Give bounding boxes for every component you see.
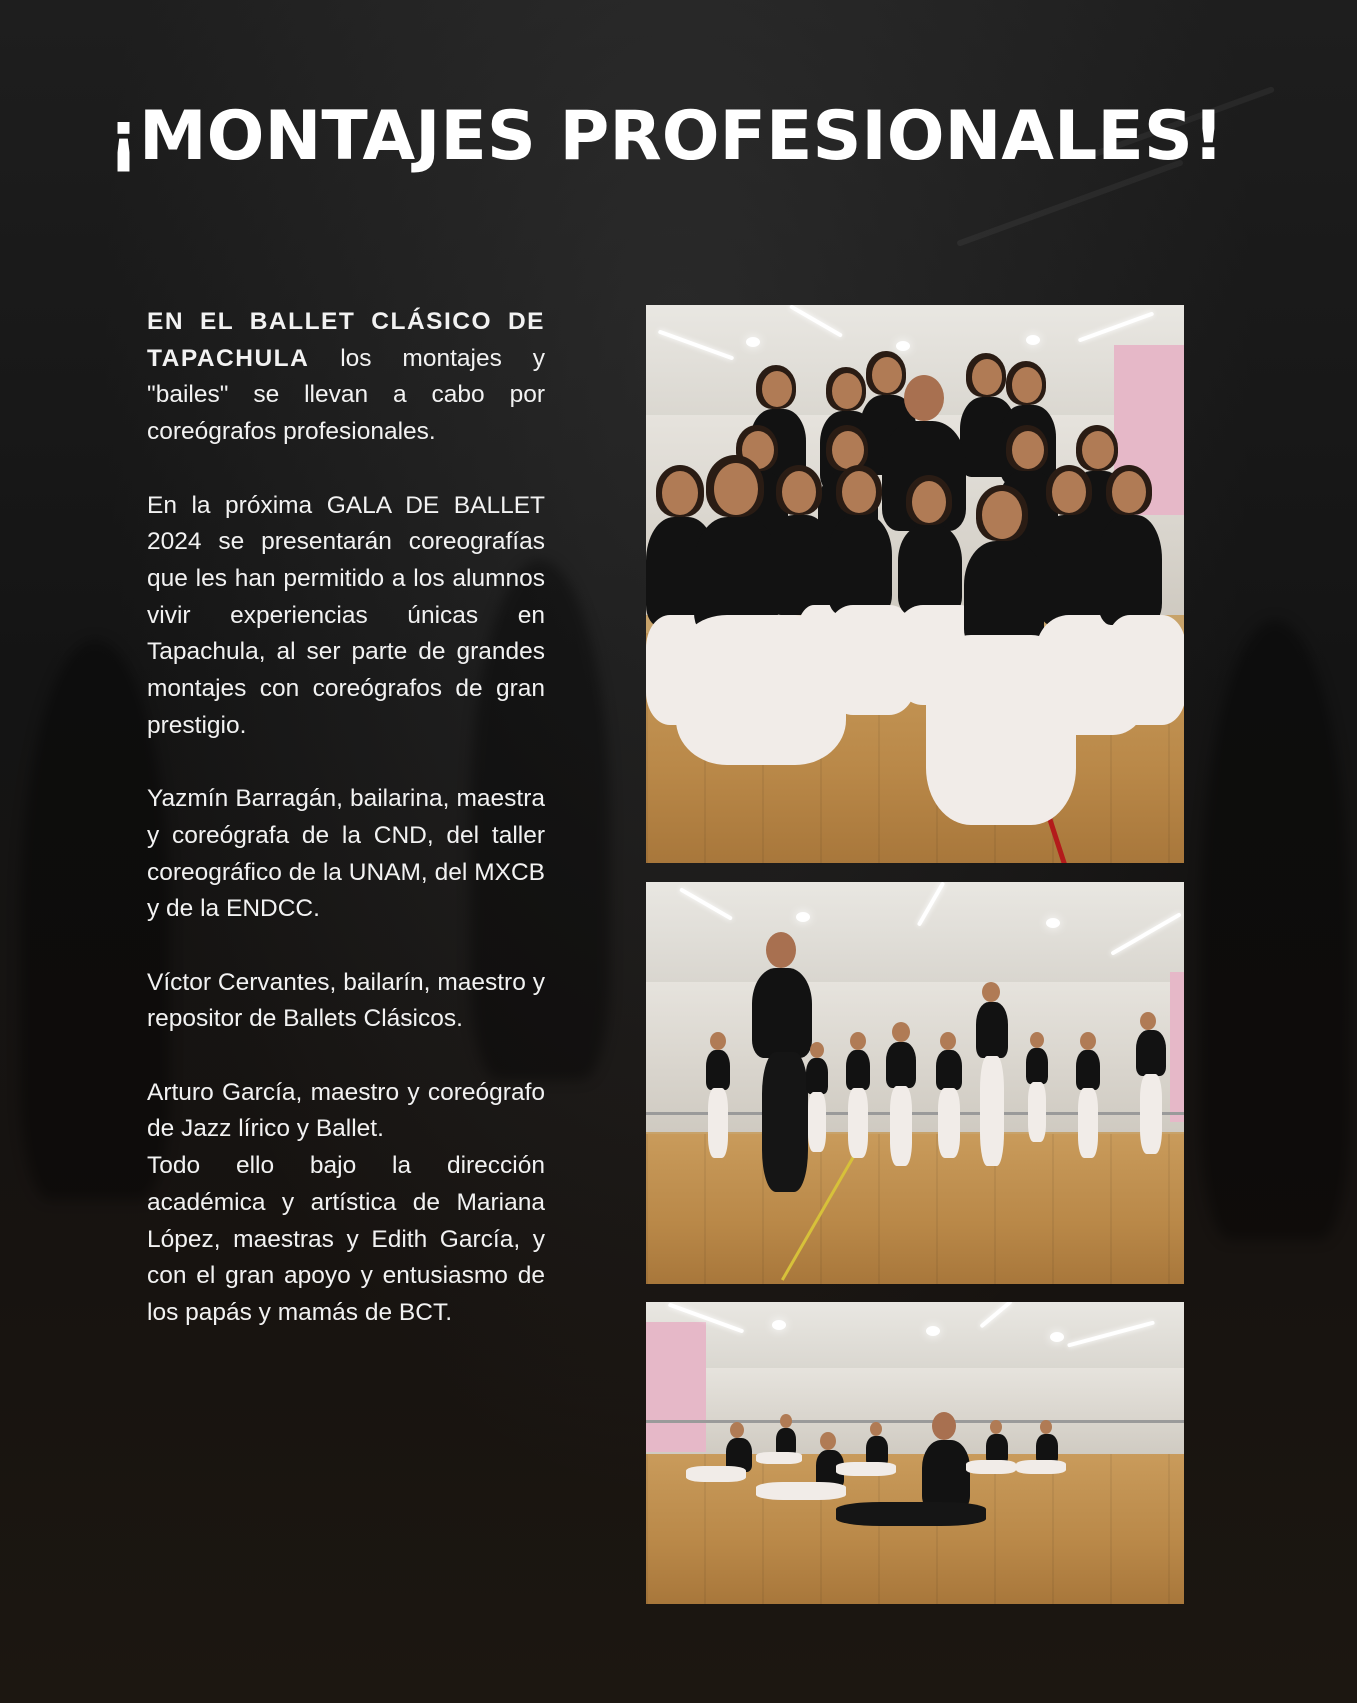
- ceiling-lamp: [1046, 918, 1060, 928]
- ceiling-lamp: [1026, 335, 1040, 345]
- intro-paragraph: [147, 304, 545, 451]
- ceiling-lamp: [746, 337, 760, 347]
- pink-wall: [646, 1322, 706, 1452]
- victor-paragraph: Víctor Cervantes, bailarín, maestro y repositor de Ballets Clásicos.: [147, 968, 545, 1033]
- ceiling-lamp: [896, 341, 910, 351]
- stretching-class-photo: [646, 1302, 1184, 1604]
- arturo-paragraph: Arturo García, maestro y coreógrafo de Jazz lírico y Ballet.: [147, 1078, 545, 1143]
- ceiling-lamp: [772, 1320, 786, 1330]
- ceiling-lamp: [1050, 1332, 1064, 1342]
- intro-strong: EN EL BALLET CLÁSICO DE TAPACHULA: [147, 308, 545, 372]
- background-silhouette: [1200, 620, 1350, 1240]
- ballet-barre: [646, 1420, 1184, 1423]
- article-body: [147, 304, 545, 1332]
- direccion-paragraph: Todo ello bajo la dirección académica y artística de Mariana López, maestras y Edith García, y con el gran apoyo y entusiasmo de los papás y mamás de BCT.: [147, 1152, 545, 1326]
- gala-paragraph: En la próxima GALA DE BALLET 2024 se presentarán coreografías que les han permitido a los alumnos vivir experiencias únicas en Tapachula, al ser parte de grandes montajes con coreógrafos de gran prestigio.: [147, 491, 545, 739]
- pink-wall: [1170, 972, 1184, 1122]
- intro-rest: los montajes y "bailes" se llevan a cabo por coreógrafos profesionales.: [147, 344, 545, 446]
- group-photo: [646, 305, 1184, 863]
- rehearsal-photo: [646, 882, 1184, 1284]
- ceiling-lamp: [796, 912, 810, 922]
- studio-ceiling: [646, 882, 1184, 982]
- ceiling-lamp: [926, 1326, 940, 1336]
- page-title: ¡MONTAJES PROFESIONALES!: [108, 97, 1224, 176]
- wood-floor: [646, 1134, 1184, 1284]
- yazmin-paragraph: Yazmín Barragán, bailarina, maestra y coreógrafa de la CND, del taller coreográfico de la UNAM, del MXCB y de la ENDCC.: [147, 785, 545, 923]
